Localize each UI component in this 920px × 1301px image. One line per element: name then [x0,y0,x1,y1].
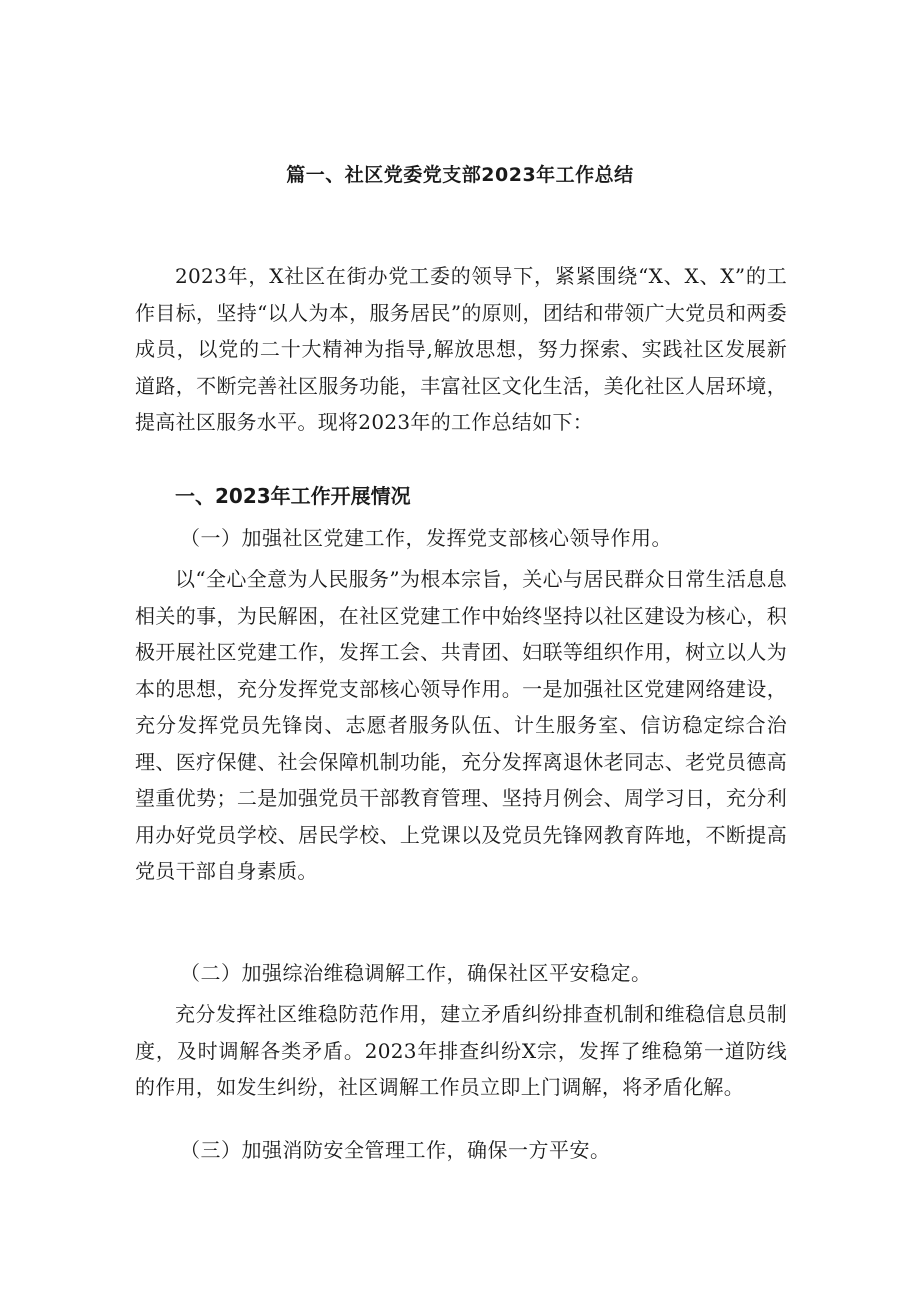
subsection-heading-3: （三）加强消防安全管理工作，确保一方平安。 [180,1138,611,1162]
document-title: 篇一、社区党委党支部2023年工作总结 [286,164,634,186]
subsection-heading-1: （一）加强社区党建工作，发挥党支部核心领导作用。 [180,526,672,550]
subsection-heading-2: （二）加强综治维稳调解工作，确保社区平安稳定。 [180,961,652,985]
subsection-paragraph-1: 以“全心全意为人民服务”为根本宗旨，关心与居民群众日常生活息息相关的事，为民解困，在社区党建工作中始终坚持以社区建设为核心，积极开展社区党建工作，发挥工会、共青团、妇联等组织作用，树立以人为本的思想，充分发挥党支部核心领导作用。一是加强社区党建网络建设，充分发挥党员先锋岗、志愿者服务队伍、计生服务室、信访稳定综合治理、医疗保健、社会保障机制功能，充分发挥离退休老同志、老党员德高望重优势；二是加强党员干部教育管理、坚持月例会、周学习日，充分利用办好党员学校、居民学校、上党课以及党员先锋网教育阵地，不断提高党员干部自身素质。 [135,567,787,883]
intro-paragraph: 2023年，X社区在街办党工委的领导下，紧紧围绕“X、X、X”的工作目标，坚持“以人为本，服务居民”的原则，团结和带领广大党员和两委成员，以党的二十大精神为指导,解放思想，努力探索、实践社区发展新道路，不断完善社区服务功能，丰富社区文化生活，美化社区人居环境，提高社区服务水平。现将2023年的工作总结如下： [135,264,787,434]
subsection-paragraph-2: 充分发挥社区维稳防范作用，建立矛盾纠纷排查机制和维稳信息员制度，及时调解各类矛盾。2023年排查纠纷X宗，发挥了维稳第一道防线的作用，如发生纠纷，社区调解工作员立即上门调解，将矛盾化解。 [135,1002,787,1099]
section-heading-1: 一、2023年工作开展情况 [175,484,411,508]
